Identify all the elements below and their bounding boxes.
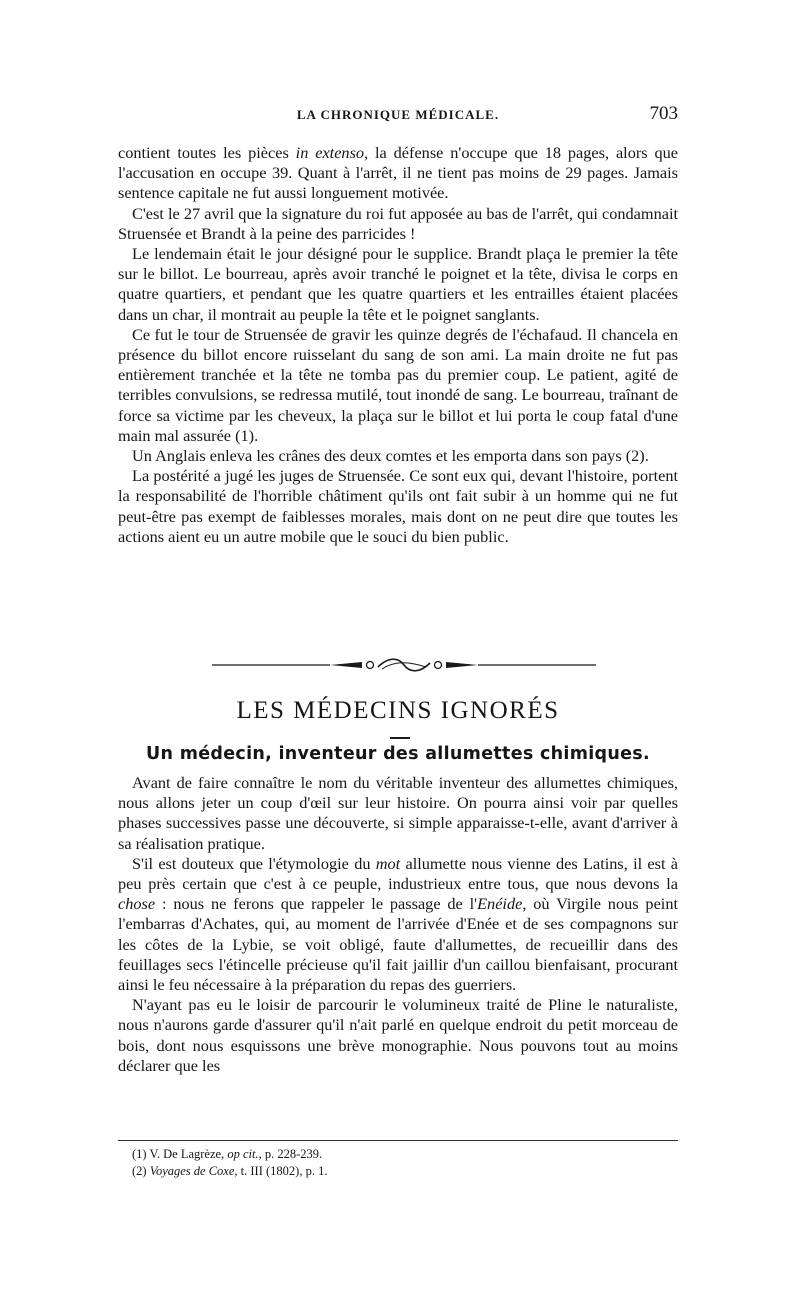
ornament-divider [212,655,596,675]
paragraph: Ce fut le tour de Struensée de gravir les quinze degrés de l'échafaud. Il chancela en présence du billot encore ruisselant du sang de son ami. La main droite ne fut pas entièrement tranchée et la tête ne tomba pas du premier coup. Le patient, agité de terribles convulsions, se redressa mutilé, tout inondé de sang. Le bourreau, traînant de force sa victime par les cheveux, la plaça sur le billot et lui porta le coup fatal d'une main mal assurée (1). [118,324,678,445]
footnote-rule [118,1140,678,1141]
paragraph: Avant de faire connaître le nom du véritable inventeur des allumettes chimiques, nous allons jeter un coup d'œil sur leur histoire. On pourra ainsi voir par quelles phases successives passe une découverte, si simple apparaisse-t-elle, avant d'arriver à sa réalisation pratique. [118,773,678,853]
paragraph: N'ayant pas eu le loisir de parcourir le volumineux traité de Pline le naturaliste, nous n'aurons garde d'assurer qu'il n'ait parlé en quelque endroit du petit morceau de bois, dont nous esquissons une brève monographie. Nous pouvons tout au moins déclarer que les [118,995,678,1075]
running-title: LA CHRONIQUE MÉDICALE. [296,107,500,122]
text-block-struensee [118,143,678,547]
footnotes [132,1146,678,1180]
paragraph: Un Anglais enleva les crânes des deux comtes et les emporta dans son pays (2). [132,446,649,466]
page-number: 703 [649,103,678,124]
paragraph: C'est le 27 avril que la signature du roi fut apposée au bas de l'arrêt, qui condamnait Struensée et Brandt à la peine des parricides ! [118,203,678,243]
article-title: Un médecin, inventeur des allumettes chimiques. [146,744,650,764]
running-head [118,103,678,131]
title-rule [390,737,410,739]
paragraph: contient toutes les pièces in extenso, la défense n'occupe que 18 pages, alors que l'accusation en occupe 39. Quant à l'arrêt, il ne tient pas moins de 29 pages. Jamais sentence capitale ne fut aussi longuement motivée. [118,143,678,203]
text-block-allumettes [118,773,678,1076]
footnote-2: (2) Voyages de Coxe, t. III (1802), p. 1. [132,1164,328,1178]
paragraph: La postérité a jugé les juges de Struensée. Ce sont eux qui, devant l'histoire, portent la responsabilité de l'horrible châtiment qu'ils ont fait subir à un homme qui ne fut peut-être pas exempt de faiblesses morales, mais dont on ne peut dire que toutes les actions aient eu un autre mobile que le souci du bien public. [118,466,678,546]
footnote-1: (1) V. De Lagrèze, op cit., p. 228-239. [132,1147,323,1161]
section-title: LES MÉDECINS IGNORÉS [236,697,560,724]
paragraph: Le lendemain était le jour désigné pour le supplice. Brandt plaça le premier la tête sur le billot. Le bourreau, après avoir tranché le poignet et la tête, divisa le corps en quatre quartiers, et pendant que les quatre quartiers et les entrailles étaient placées dans un char, il montrait au peuple la tête et le poignet sanglants. [118,244,678,324]
paragraph: S'il est douteux que l'étymologie du mot allumette nous vienne des Latins, il est à peu près certain que c'est à ce peuple, industrieux entre tous, que nous devons la chose : nous ne ferons que rappeler le passage de l'Enéide, où Virgile nous peint l'embarras d'Achates, qui, au moment de l'arrivée d'Enée et de ses compagnons sur les côtes de la Lybie, se voit obligé, faute d'allumettes, de recueillir dans des feuillages secs l'étincelle précieuse qu'il fait jaillir d'un caillou bienfaisant, procurant ainsi le feu nécessaire à la préparation du repas des guerriers. [118,853,678,995]
